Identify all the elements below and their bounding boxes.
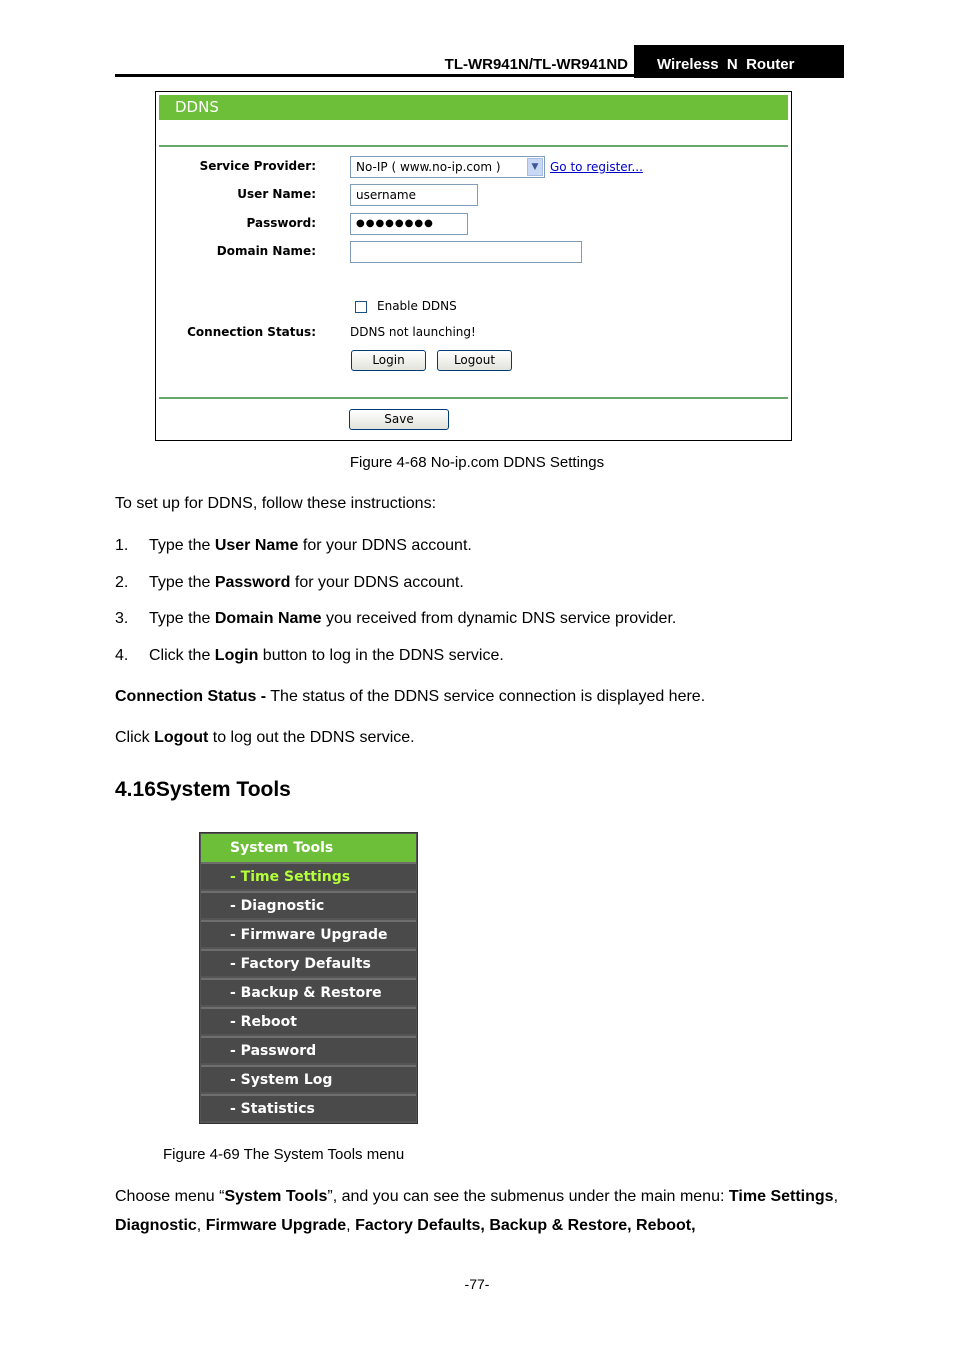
ddns-settings-panel (155, 91, 792, 441)
intro-text: To set up for DDNS, follow these instructions: (115, 495, 437, 512)
system-tools-menu (199, 832, 418, 1124)
step-text: Click the Login button to log in the DDNS service. (149, 647, 504, 664)
header-product-box: Wireless N Router (634, 45, 844, 78)
save-button[interactable]: Save (349, 409, 449, 430)
domain-name-label: Domain Name: (216, 244, 316, 258)
figure-68-caption: Figure 4-68 No-ip.com DDNS Settings (349, 454, 605, 471)
menu-item-reboot[interactable]: - Reboot (201, 1007, 416, 1034)
connection-status-label: Connection Status: (187, 325, 316, 339)
connection-status-note: Connection Status - The status of the DDNS service connection is displayed here. (115, 688, 706, 705)
step-number: 3. (115, 610, 129, 627)
step-text: Type the Domain Name you received from dynamic DNS service provider. (149, 610, 677, 627)
step-text: Type the User Name for your DDNS account. (149, 537, 472, 554)
final-paragraph: Choose menu “System Tools”, and you can see the submenus under the main menu: Time Settings, Diagnostic, Firmware Upgrade, Factory Defaults, Backup & Restore, Reboot, (115, 1188, 839, 1234)
section-title: System Tools (155, 778, 291, 801)
step-number: 2. (115, 574, 129, 591)
menu-item-password[interactable]: - Password (201, 1036, 416, 1063)
menu-item-time-settings[interactable]: - Time Settings (201, 862, 416, 889)
logout-button[interactable]: Logout (437, 350, 512, 371)
menu-item-statistics[interactable]: - Statistics (201, 1094, 416, 1121)
enable-ddns-label: Enable DDNS (377, 299, 457, 313)
service-provider-label: Service Provider: (199, 159, 316, 173)
password-label: Password: (246, 216, 316, 230)
menu-item-backup-restore[interactable]: - Backup & Restore (201, 978, 416, 1005)
menu-item-factory-defaults[interactable]: - Factory Defaults (201, 949, 416, 976)
ddns-panel-title: DDNS (159, 95, 788, 120)
panel-divider-bottom (159, 397, 788, 399)
go-to-register-link[interactable]: Go to register... (550, 160, 643, 174)
domain-name-input[interactable] (350, 241, 582, 263)
page-number: -77- (464, 1276, 490, 1292)
logout-note: Click Logout to log out the DDNS service. (115, 729, 415, 746)
service-provider-select[interactable] (350, 156, 545, 178)
section-number: 4.16 (115, 778, 156, 801)
section-heading (115, 778, 291, 802)
menu-title[interactable]: System Tools (201, 834, 416, 862)
menu-item-firmware-upgrade[interactable]: - Firmware Upgrade (201, 920, 416, 947)
user-name-label: User Name: (237, 187, 316, 201)
header-rule (115, 74, 635, 77)
menu-item-system-log[interactable]: - System Log (201, 1065, 416, 1092)
user-name-input[interactable]: username (350, 184, 478, 206)
menu-item-diagnostic[interactable]: - Diagnostic (201, 891, 416, 918)
step-text: Type the Password for your DDNS account. (149, 574, 464, 591)
login-button[interactable]: Login (351, 350, 426, 371)
connection-status-value: DDNS not launching! (350, 325, 476, 339)
chevron-down-icon[interactable]: ▼ (527, 158, 543, 176)
enable-ddns-checkbox[interactable] (355, 301, 367, 313)
step-number: 4. (115, 647, 129, 664)
header-model: TL-WR941N/TL-WR941ND (444, 56, 628, 73)
service-provider-value: No-IP ( www.no-ip.com ) (356, 160, 501, 174)
figure-69-caption: Figure 4-69 The System Tools menu (163, 1146, 405, 1163)
step-number: 1. (115, 537, 129, 554)
panel-divider-top (159, 145, 788, 147)
password-input[interactable]: ●●●●●●●● (350, 213, 468, 235)
